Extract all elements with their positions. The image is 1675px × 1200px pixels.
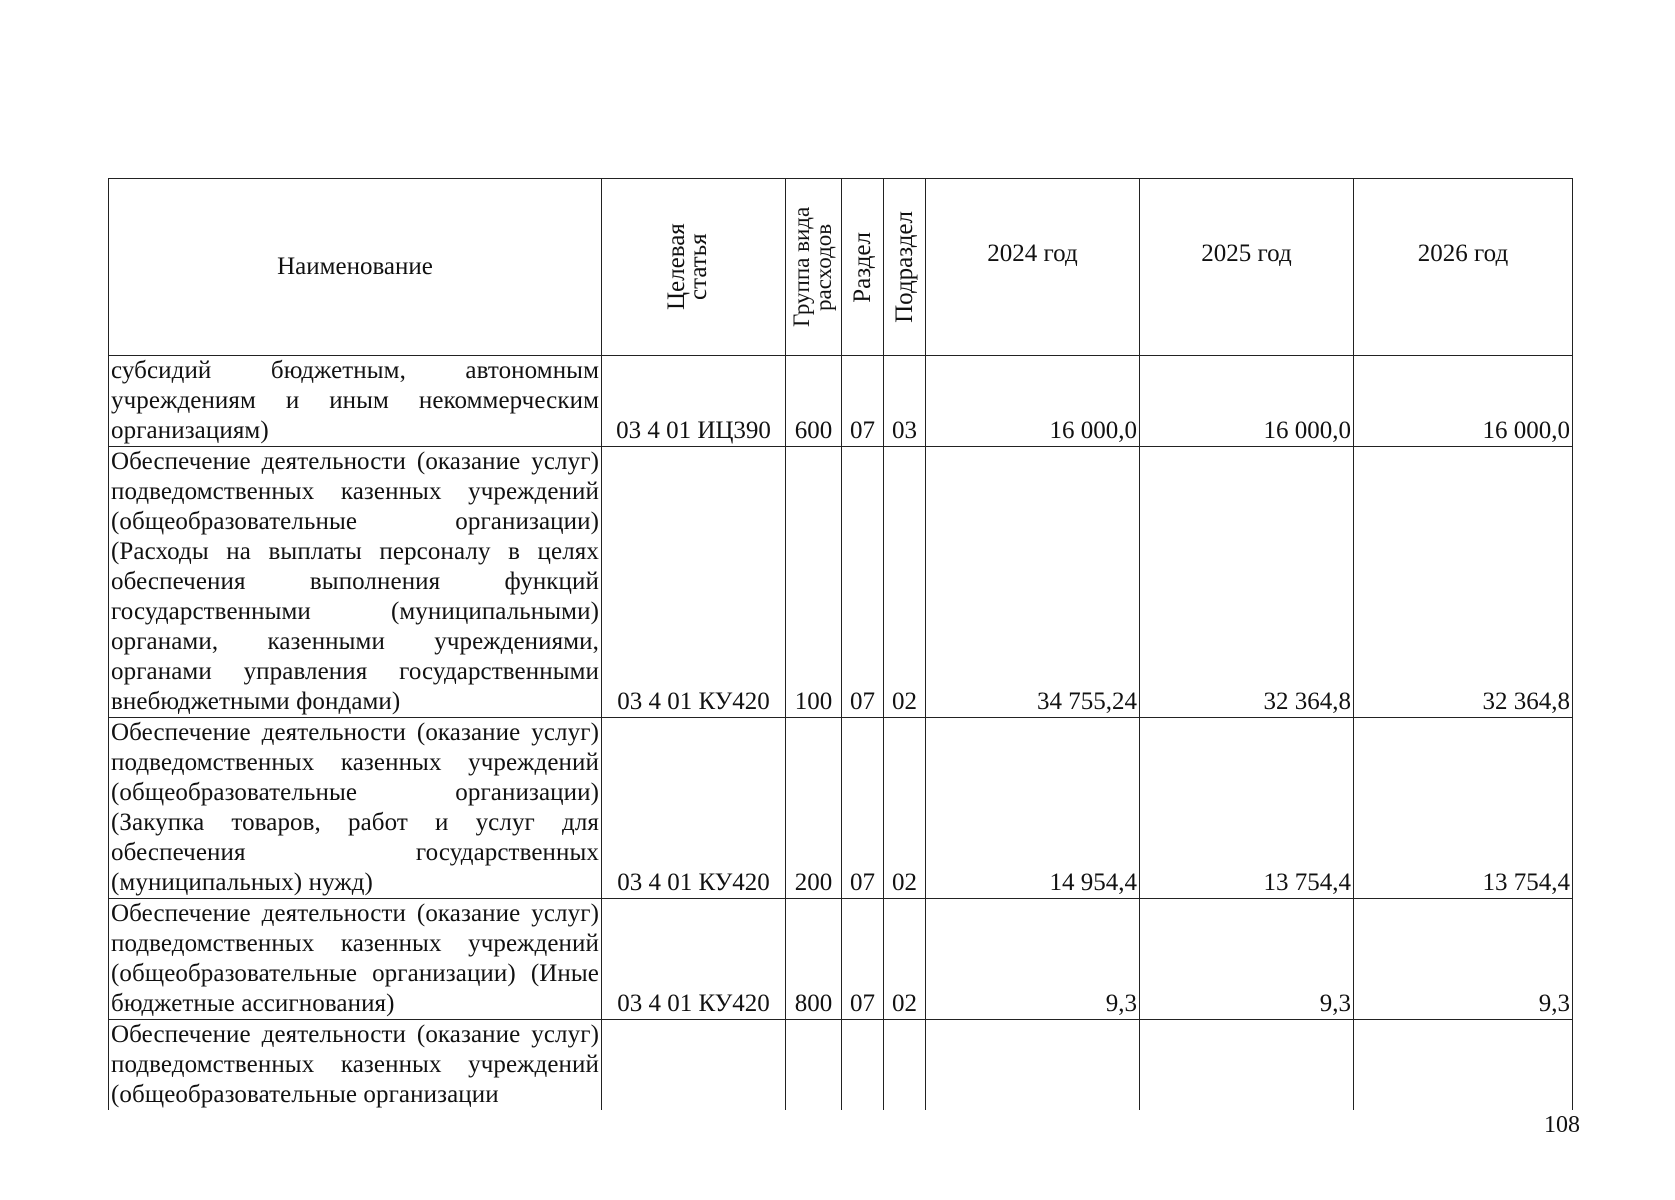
row-2025: 16 000,0: [1140, 356, 1354, 447]
header-name: Наименование: [109, 179, 602, 356]
row-subsection: [884, 1020, 926, 1111]
budget-table: [108, 178, 1573, 1110]
row-name: субсидий бюджетным, автономным учреждениям и иным некоммерческим организациям): [109, 356, 602, 447]
header-section: [842, 179, 884, 356]
row-name: Обеспечение деятельности (оказание услуг) подведомственных казенных учреждений (общеобразовательные организации) (Расходы на выплаты персоналу в целях обеспечения выполнения функций государственными (муниципальными) органами, казенными учреждениями, органами управления государственными внебюджетными фондами): [109, 447, 602, 718]
row-2026: 9,3: [1354, 899, 1573, 1020]
table-row: [109, 447, 1573, 718]
row-target: 03 4 01 КУ420: [602, 899, 786, 1020]
row-2024: 9,3: [926, 899, 1140, 1020]
row-2025: 9,3: [1140, 899, 1354, 1020]
row-2026: 32 364,8: [1354, 447, 1573, 718]
row-section: 07: [842, 356, 884, 447]
row-name: Обеспечение деятельности (оказание услуг) подведомственных казенных учреждений (общеобразовательные организации) (Иные бюджетные ассигнования): [109, 899, 602, 1020]
table-row: [109, 718, 1573, 899]
header-target-label: Целевая статья: [662, 223, 712, 311]
header-section-label: Раздел: [848, 231, 876, 303]
row-subsection: 02: [884, 447, 926, 718]
row-subsection: 03: [884, 356, 926, 447]
page-number: 108: [1544, 1112, 1580, 1138]
row-2025: 32 364,8: [1140, 447, 1354, 718]
header-subsection: [884, 179, 926, 356]
row-2025: [1140, 1020, 1354, 1111]
row-section: 07: [842, 718, 884, 899]
row-group: [786, 1020, 842, 1111]
row-target: 03 4 01 КУ420: [602, 718, 786, 899]
header-2024: 2024 год: [926, 179, 1140, 356]
row-target: [602, 1020, 786, 1111]
row-subsection: 02: [884, 718, 926, 899]
header-2026: 2026 год: [1354, 179, 1573, 356]
row-2026: [1354, 1020, 1573, 1111]
row-group: 600: [786, 356, 842, 447]
header-target: [602, 179, 786, 356]
row-name: Обеспечение деятельности (оказание услуг) подведомственных казенных учреждений (общеобразовательные организации) (Закупка товаров, работ и услуг для обеспечения государственных (муниципальных) нужд): [109, 718, 602, 899]
table-row: [109, 899, 1573, 1020]
row-group: 800: [786, 899, 842, 1020]
row-section: 07: [842, 447, 884, 718]
table-header-row: [109, 179, 1573, 356]
row-section: [842, 1020, 884, 1111]
row-2024: 34 755,24: [926, 447, 1140, 718]
table-row: [109, 1020, 1573, 1111]
table-row: [109, 356, 1573, 447]
header-group-label: Группа вида расходов: [788, 206, 836, 328]
row-group: 100: [786, 447, 842, 718]
row-2025: 13 754,4: [1140, 718, 1354, 899]
row-name: Обеспечение деятельности (оказание услуг) подведомственных казенных учреждений (общеобразовательные организации: [109, 1020, 602, 1111]
row-2024: 16 000,0: [926, 356, 1140, 447]
row-2024: [926, 1020, 1140, 1111]
row-2026: 13 754,4: [1354, 718, 1573, 899]
row-target: 03 4 01 ИЦ390: [602, 356, 786, 447]
row-section: 07: [842, 899, 884, 1020]
row-group: 200: [786, 718, 842, 899]
header-group: [786, 179, 842, 356]
row-target: 03 4 01 КУ420: [602, 447, 786, 718]
header-subsection-label: Подраздел: [890, 211, 918, 323]
row-2026: 16 000,0: [1354, 356, 1573, 447]
row-2024: 14 954,4: [926, 718, 1140, 899]
header-2025: 2025 год: [1140, 179, 1354, 356]
row-subsection: 02: [884, 899, 926, 1020]
